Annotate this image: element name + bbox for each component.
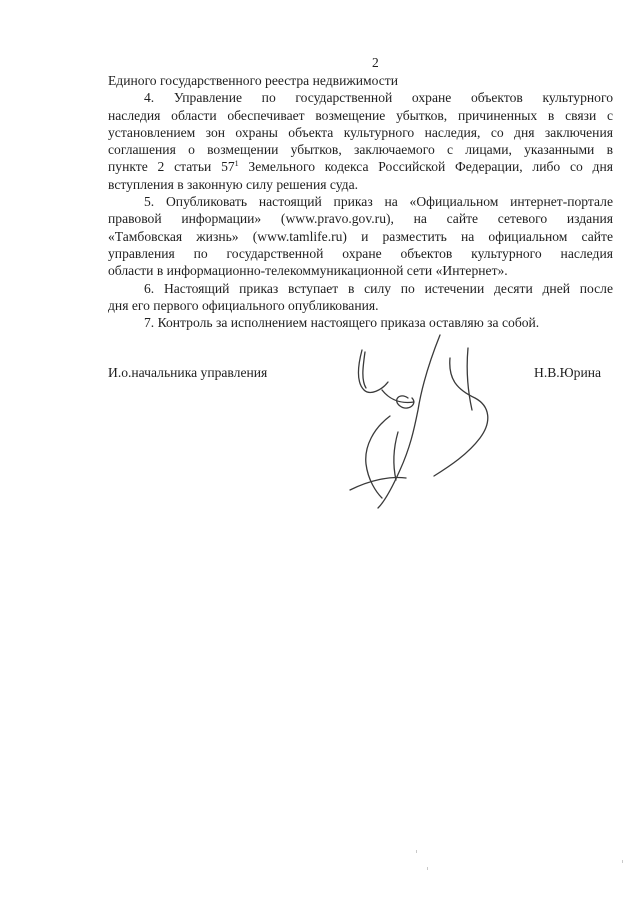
text-line: правовой информации» (www.pravo.gov.ru), на сайте сетевого издания bbox=[108, 211, 613, 227]
scan-speck bbox=[416, 850, 417, 853]
paragraph-6 bbox=[108, 280, 613, 315]
text-line: «Тамбовская жизнь» (www.tamlife.ru) и разместить на официальном сайте bbox=[108, 228, 613, 244]
text-line: области в информационно-телекоммуникационной сети «Интернет». bbox=[108, 263, 508, 279]
signatory-title: И.о.начальника управления bbox=[108, 365, 268, 380]
text-line: 7. Контроль за исполнением настоящего приказа оставляю за собой. bbox=[144, 315, 540, 331]
reference-text: пункте 2 статьи 57 bbox=[108, 159, 235, 175]
page-number: 2 bbox=[372, 55, 379, 70]
text-line: установлением зон охраны объекта культурного наследия, со дня заключения bbox=[108, 124, 613, 140]
text-line: Единого государственного реестра недвижимости bbox=[108, 73, 399, 88]
text-line: дня его первого официального опубликования. bbox=[108, 297, 379, 313]
text-line: вступления в законную силу решения суда. bbox=[108, 176, 359, 192]
signatory-name: Н.В.Юрина bbox=[534, 365, 602, 380]
text-line: 6. Настоящий приказ вступает в силу по истечении десяти дней после bbox=[144, 280, 613, 296]
text-line: наследия области обеспечивает возмещение убытков, причиненных в связи с bbox=[108, 107, 613, 123]
scan-speck bbox=[622, 860, 623, 863]
paragraph-continuation bbox=[108, 72, 613, 89]
superscript: 1 bbox=[234, 159, 239, 169]
reference-text-rest: Земельного кодекса Российской Федерации, либо со дня bbox=[238, 159, 613, 175]
paragraph-5 bbox=[108, 193, 613, 279]
handwritten-signature bbox=[330, 330, 520, 520]
paragraph-7 bbox=[108, 314, 613, 331]
text-line: 5. Опубликовать настоящий приказ на «Официальном интернет-портале bbox=[144, 194, 613, 210]
text-line: управления по государственной охране объектов культурного наследия bbox=[108, 245, 613, 261]
text-line: 4. Управление по государственной охране объектов культурного bbox=[144, 90, 613, 106]
text-line-with-reference bbox=[108, 158, 613, 175]
scan-speck bbox=[427, 867, 428, 870]
text-line: соглашения о возмещении убытков, заключаемого с лицами, указанными в bbox=[108, 142, 613, 158]
paragraph-4 bbox=[108, 89, 613, 193]
document-body bbox=[108, 72, 613, 331]
